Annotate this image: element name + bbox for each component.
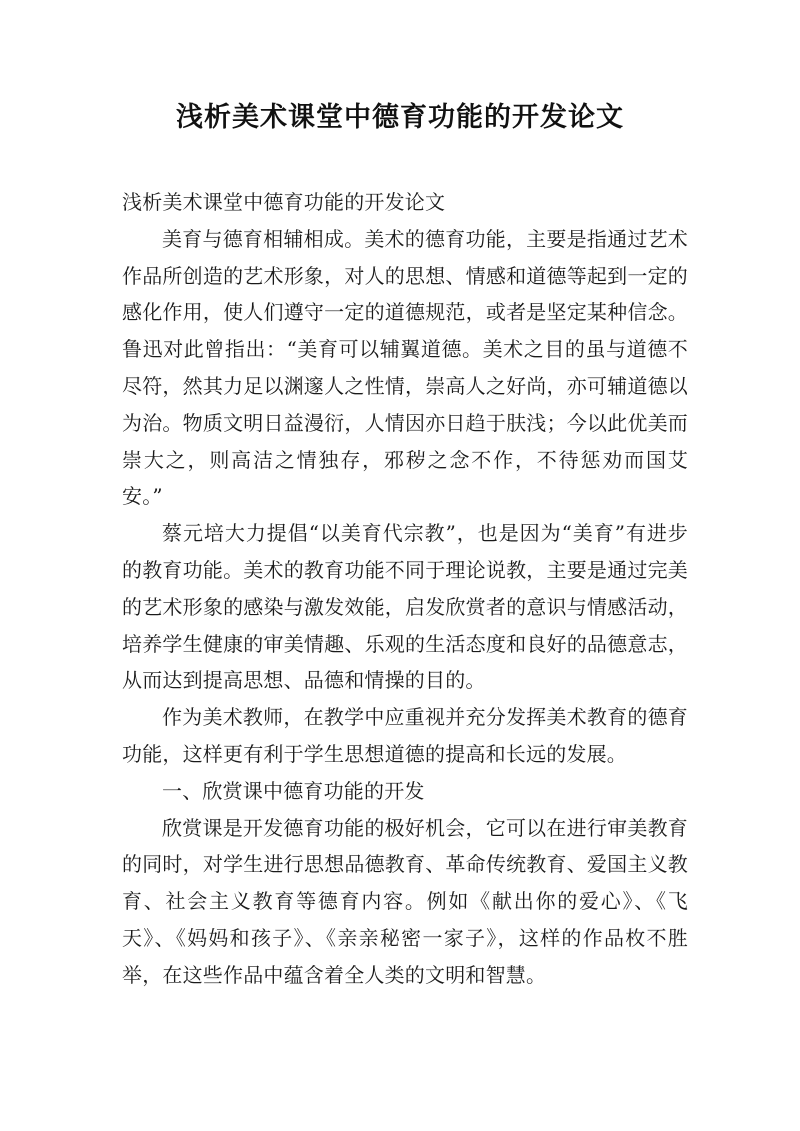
document-title: 浅析美术课堂中德育功能的开发论文 xyxy=(176,102,624,133)
document-subtitle: 浅析美术课堂中德育功能的开发论文 xyxy=(122,190,446,214)
paragraph-1: 美育与德育相辅相成。美术的德育功能，主要是指通过艺术作品所创造的艺术形象，对人的思想、情感和道德等起到一定的感化作用，使人们遵守一定的道德规范，或者是坚定某种信念。鲁迅对此曾指出：“美育可以辅翼道德。美术之目的虽与道德不尽符，然其力足以渊邃人之性情，崇高人之好尚，亦可辅道德以为治。物质文明日益漫衍，人情因亦日趋于肤浅；今以此优美而崇大之，则高洁之情独存，邪秽之念不作，不待惩劝而国艾安。” xyxy=(122,226,688,509)
section-heading: 一、欣赏课中德育功能的开发 xyxy=(162,778,425,803)
paragraph-3: 作为美术教师，在教学中应重视并充分发挥美术教育的德育功能，这样更有利于学生思想道德的提高和长远的发展。 xyxy=(122,705,688,766)
paragraph-2: 蔡元培大力提倡“以美育代宗教”，也是因为“美育”有进步的教育功能。美术的教育功能不同于理论说教，主要是通过完美的艺术形象的感染与激发效能，启发欣赏者的意识与情感活动，培养学生健康的审美情趣、乐观的生活态度和良好的品德意志，从而达到提高思想、品德和情操的目的。 xyxy=(122,521,688,693)
section-paragraph: 欣赏课是开发德育功能的极好机会，它可以在进行审美教育的同时，对学生进行思想品德教育、革命传统教育、爱国主义教育、社会主义教育等德育内容。例如《献出你的爱心》、《飞天》、《妈妈和孩子》、《亲亲秘密一家子》，这样的作品枚不胜举，在这些作品中蕴含着全人类的文明和智慧。 xyxy=(122,815,688,987)
document-body xyxy=(122,184,688,994)
